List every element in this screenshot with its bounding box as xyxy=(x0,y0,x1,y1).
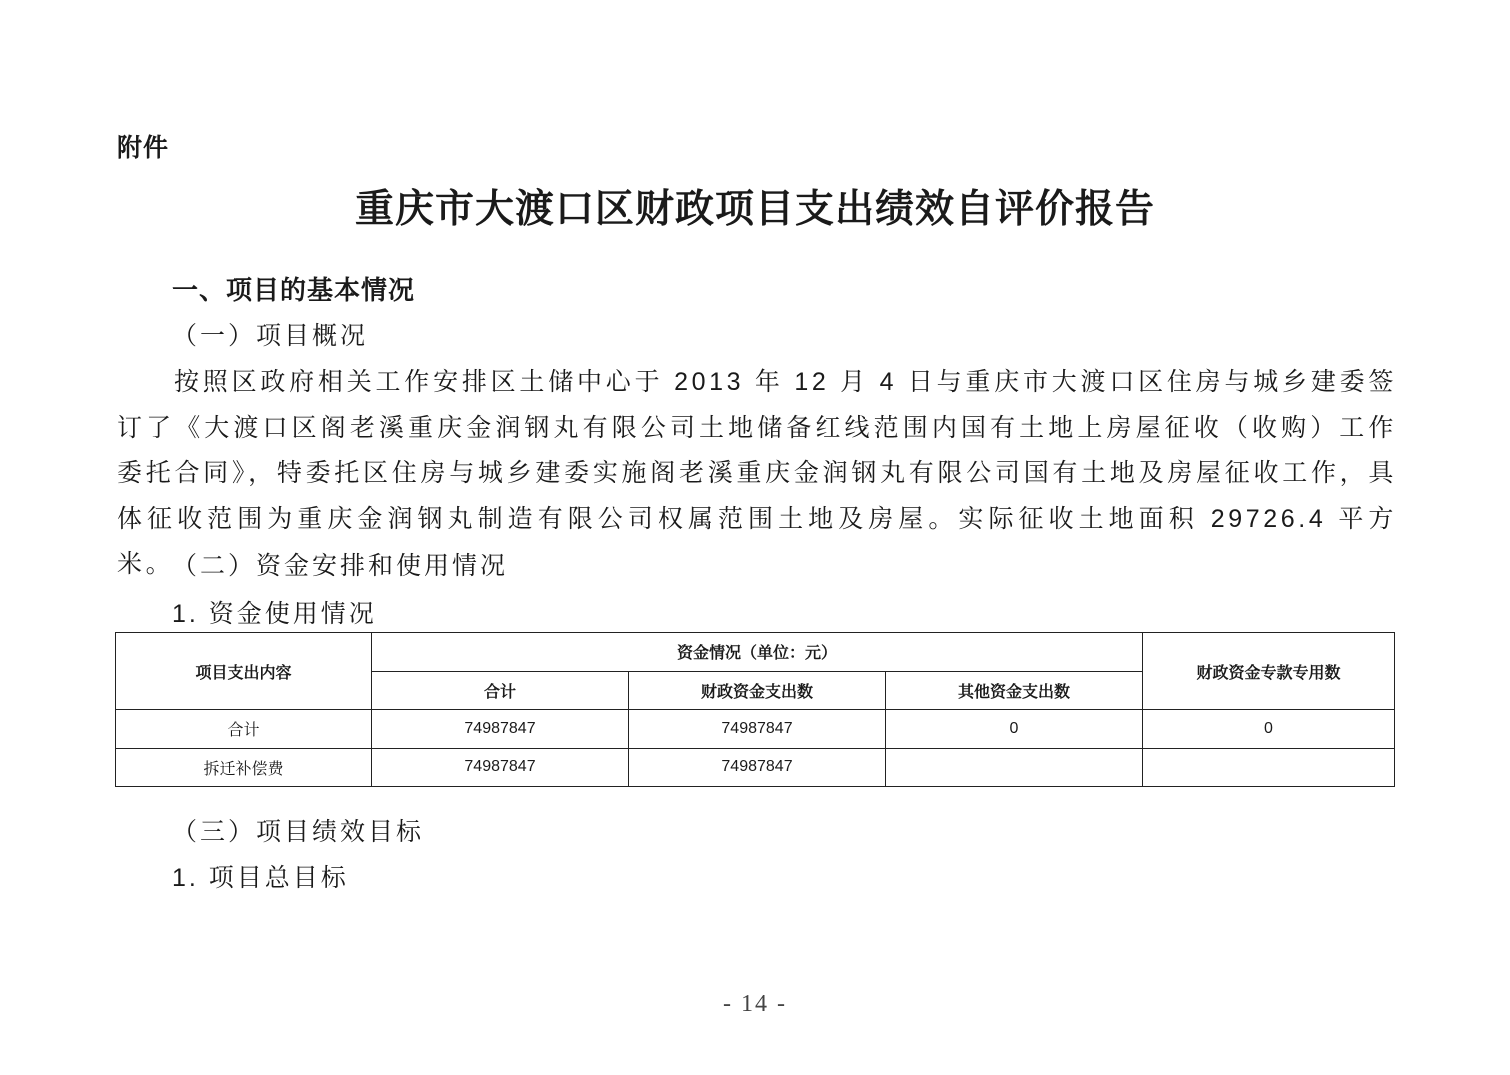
section-heading-basic-info: 一、项目的基本情况 xyxy=(172,275,416,305)
header-total: 合计 xyxy=(372,671,629,710)
overall-goal-item: 1. 项目总目标 xyxy=(172,864,349,892)
document-title: 重庆市大渡口区财政项目支出绩效自评价报告 xyxy=(354,186,1155,232)
row-fiscal-cell: 74987847 xyxy=(629,710,886,749)
subsection-heading-funds: （二）资金安排和使用情况 xyxy=(172,552,509,580)
header-fiscal-expense: 财政资金支出数 xyxy=(629,671,886,710)
row-fiscal-cell: 74987847 xyxy=(629,748,886,787)
fund-usage-table xyxy=(115,632,1395,787)
header-project-content: 项目支出内容 xyxy=(116,633,372,710)
funds-usage-item: 1. 资金使用情况 xyxy=(172,600,377,628)
table-row xyxy=(116,748,1395,787)
subsection-heading-performance: （三）项目绩效目标 xyxy=(172,818,425,846)
page-number: - 14 - xyxy=(723,991,787,1017)
overview-paragraph: 按照区政府相关工作安排区土储中心于 2013 年 12 月 4 日与重庆市大渡口区住房与城乡建委签订了《大渡口区阁老溪重庆金润钢丸有限公司土地储备红线范围内国有土地上房屋征收（收购）工作委托合同》，特委托区住房与城乡建委实施阁老溪重庆金润钢丸有限公司国有土地及房屋征收工作，具体征收范围为重庆金润钢丸制造有限公司权属范围土地及房屋。实际征收土地面积 29726.4 平方米。 xyxy=(117,368,1397,579)
row-name-cell: 拆迁补偿费 xyxy=(116,748,372,787)
row-special-cell xyxy=(1143,748,1395,787)
header-special-fund: 财政资金专款专用数 xyxy=(1143,633,1395,710)
table-row xyxy=(116,710,1395,749)
row-name-cell: 合计 xyxy=(116,710,372,749)
table-header-row xyxy=(116,633,1395,672)
header-other-expense: 其他资金支出数 xyxy=(886,671,1143,710)
row-special-cell: 0 xyxy=(1143,710,1395,749)
row-other-cell: 0 xyxy=(886,710,1143,749)
subsection-heading-overview: （一）项目概况 xyxy=(172,322,369,350)
row-total-cell: 74987847 xyxy=(372,710,629,749)
attachment-label: 附件 xyxy=(117,134,170,162)
header-fund-status: 资金情况（单位：元） xyxy=(372,633,1143,672)
row-total-cell: 74987847 xyxy=(372,748,629,787)
row-other-cell xyxy=(886,748,1143,787)
